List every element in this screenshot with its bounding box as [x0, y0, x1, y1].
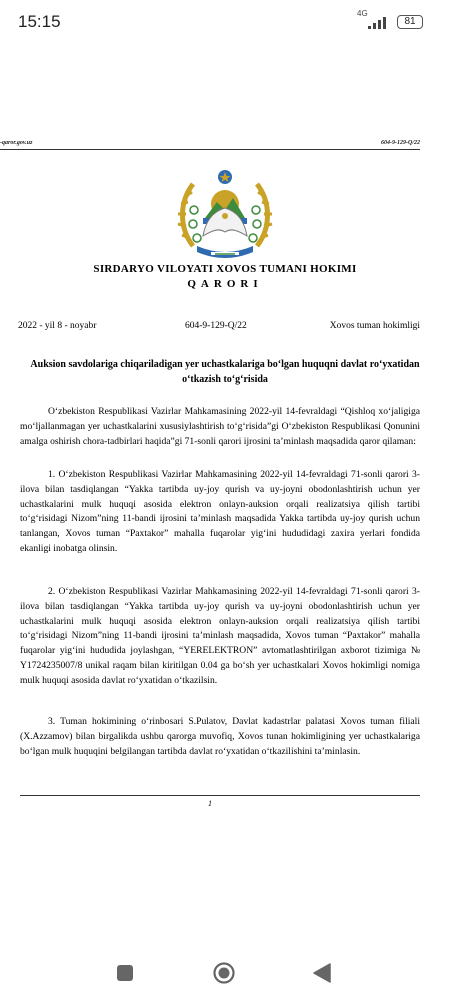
footer-divider	[20, 795, 420, 796]
status-time: 15:15	[18, 12, 61, 31]
organization-name: SIRDARYO VILOYATI XOVOS TUMANI HOKIMI	[93, 263, 357, 275]
battery-level: 81	[404, 16, 416, 27]
page-number: 1	[208, 799, 212, 808]
battery-icon	[397, 15, 423, 29]
back-triangle-icon[interactable]	[313, 963, 331, 983]
uzbekistan-emblem-icon	[175, 168, 275, 260]
doc-header-source: -qaror.gov.uz	[0, 140, 33, 146]
recents-square-icon[interactable]	[117, 965, 133, 981]
document-place: Xovos tuman hokimligi	[329, 321, 420, 331]
home-circle-icon[interactable]	[213, 962, 235, 984]
clause-paragraph-1: 1. O‘zbekiston Respublikasi Vazirlar Mahkamasining 2022-yil 14-fevraldagi 71-sonli qarori 3-ilova bilan tasdiqlangan “Yakka tartibda uy-joy qurish va uy-joyni obodonlashtirish uchun yer uchastkalarini mulk huquqi asosida elektron onlayn-auksion orqali realizatsiya qilish tartibi to‘g‘risidagi Nizom”ning 11-bandi ijrosini ta’minlash maqsadida Yakka tartibda uy-joy qurish uchun tanlangan, Xovos tuman “Paxtakor” mahalla fuqarolar yig‘ini hududidagi zaxira yerlari fondida ekanligi inobatga olinsin.	[20, 469, 420, 554]
network-type-label: 4G	[357, 9, 368, 18]
preamble-paragraph: O‘zbekiston Respublikasi Vazirlar Mahkamasining 2022-yil 14-fevraldagi “Qishloq xo‘jaligiga mo‘ljallanmagan yer uchastkalarini xususiylashtirish to‘g‘risida”gi O‘zbekiston Respublikasi Qonunini amalga oshirish chora-tadbirlari haqida”gi 71-sonli qarori ijrosini ta’minlash maqsadida qaror qilaman:	[20, 406, 420, 447]
header-divider	[0, 149, 420, 150]
clause-paragraph-2: 2. O‘zbekiston Respublikasi Vazirlar Mahkamasining 2022-yil 14-fevraldagi 71-sonli qarori 3-ilova bilan tasdiqlangan “Yakka tartibda uy-joy qurish va uy-joyni obodonlashtirish uchun yer uchastkalarini mulk huquqi asosida elektron onlayn-auksion orqali realizatsiya qilish tartibi to‘g‘risidagi Nizom”ning 11-bandi ijrosini ta’minlash maqsadida, Xovos tuman “Paxtakor” mahalla fuqarolar yig‘ini hududida joylashgan, “YERELEKTRON” avtomatlashtirilgan axborot tizimiga № Y1724235007/8 unikal raqam bilan kiritilgan 0.04 ga bo‘sh yer uchastkalari Xovos hokimligi nomiga mulk huquqi asosida davlat ro‘yxatidan o‘tkazilsin.	[20, 586, 420, 686]
status-bar	[0, 0, 450, 44]
document-title: Auksion savdolariga chiqariladigan yer uchastkalariga bo‘lgan huquqni davlat ro‘yxatidan o‘tkazish to‘g‘risida	[30, 359, 420, 385]
clause-paragraph-3: 3. Tuman hokimining o‘rinbosari S.Pulatov, Davlat kadastrlar palatasi Xovos tuman filiali (X.Azzamov) bilan birgalikda ushbu qarorga muvofiq, Xovos tunan hokimligining yer uchastkalariga bo‘lgan mulk huquqini belgilangan tartibda davlat ro‘yxatidan o‘tkazilishini ta’minlasin.	[20, 716, 420, 757]
doc-header-code: 604-9-129-Q/22	[381, 140, 420, 146]
document-type: QARORI	[187, 278, 263, 290]
document-date: 2022 - yil 8 - noyabr	[18, 321, 97, 331]
signal-strength-icon	[368, 17, 390, 29]
document-number: 604-9-129-Q/22	[185, 321, 247, 331]
